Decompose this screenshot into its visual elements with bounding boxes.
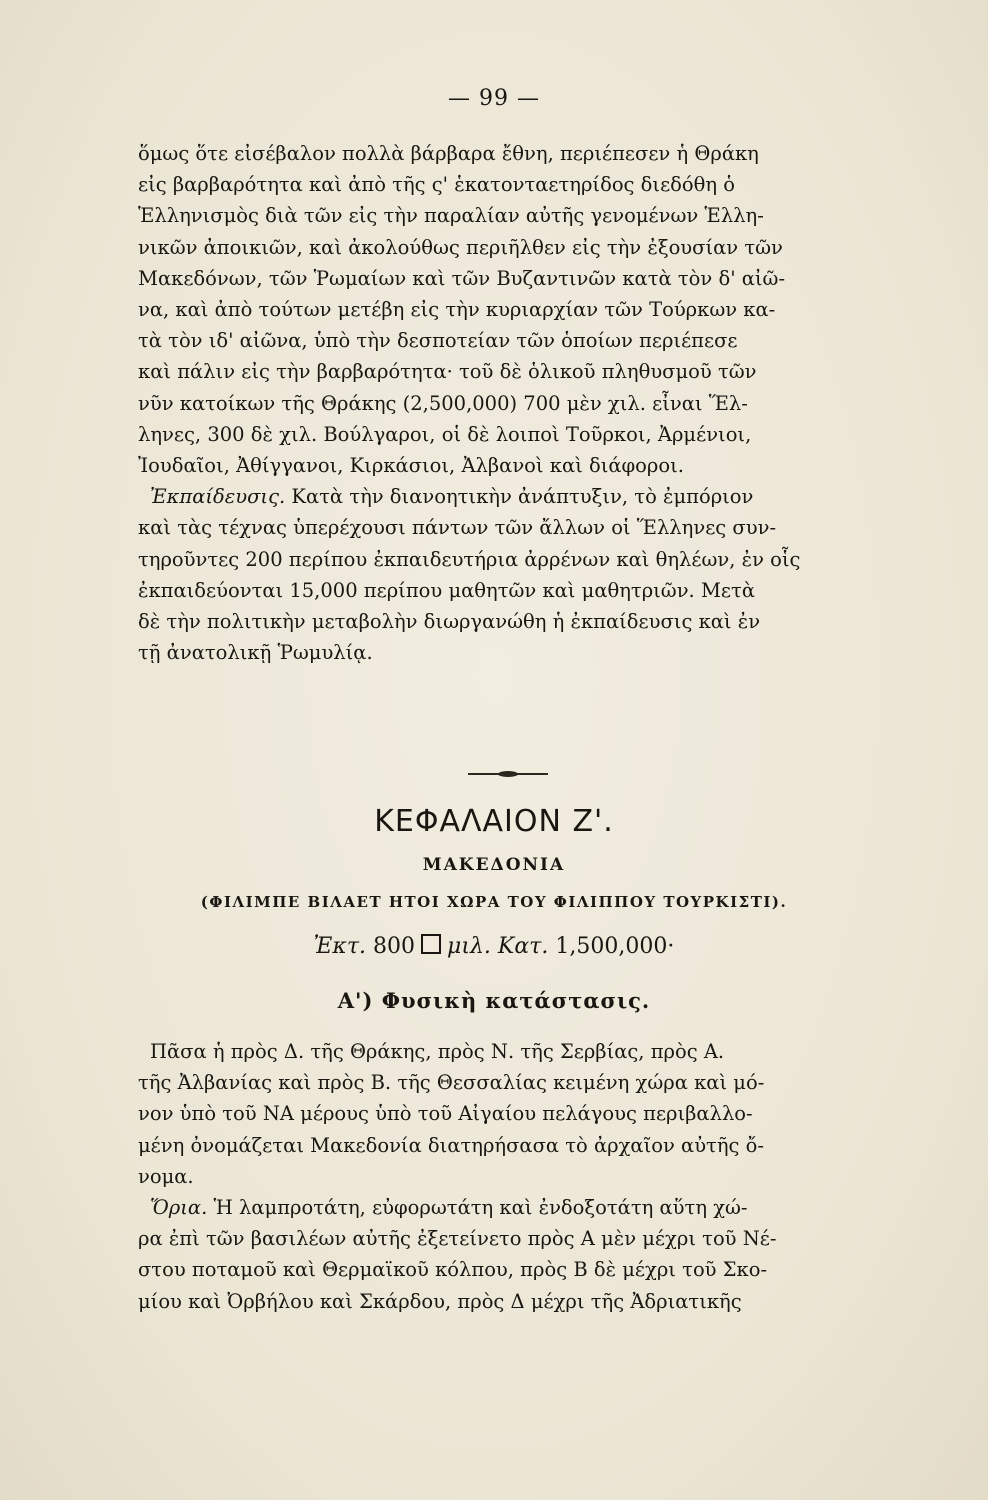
text-line: εἰς βαρβαρότητα καὶ ἀπὸ τῆς ς' ἑκατονταετηρίδος διεδόθη ὁ bbox=[138, 173, 736, 197]
extent-value: 800 bbox=[373, 934, 416, 959]
text-line: Μακεδόνων, τῶν Ῥωμαίων καὶ τῶν Βυζαντινῶν κατὰ τὸν δ' αἰῶ- bbox=[138, 266, 786, 290]
text-line-content: Ἡ λαμπροτάτη, εὐφορωτάτη καὶ ἐνδοξοτάτη αὕτη χώ- bbox=[213, 1196, 748, 1220]
text-line: τηροῦντες 200 περίπου ἐκπαιδευτήρια ἀρρένων καὶ θηλέων, ἐν οἷς bbox=[138, 547, 801, 571]
square-miles-icon bbox=[421, 934, 441, 954]
chapter-title: ΚΕΦΑΛΑΙΟΝ Ζ'. bbox=[374, 804, 614, 839]
population-value: 1,500,000· bbox=[555, 934, 675, 959]
text-line: νικῶν ἀποικιῶν, καὶ ἀκολούθως περιῆλθεν εἰς τὴν ἐξουσίαν τῶν bbox=[138, 235, 783, 259]
region-subtitle: (ΦΙΛΙΜΠΕ ΒΙΛΑΕΤ ΗΤΟΙ ΧΩΡΑ ΤΟΥ ΦΙΛΙΠΠΟΥ ΤΟΥΡΚΙΣΤΙ). bbox=[200, 893, 788, 911]
borders-label: Ὅρια. bbox=[150, 1196, 208, 1220]
text-line: τὰ τὸν ιδ' αἰῶνα, ὑπὸ τὴν δεσποτείαν τῶν ὁποίων περιέπεσε bbox=[138, 329, 738, 353]
text-line: καὶ πάλιν εἰς τὴν βαρβαρότητα· τοῦ δὲ ὁλικοῦ πληθυσμοῦ τῶν bbox=[138, 360, 757, 384]
text-block-top bbox=[138, 138, 866, 668]
text-line-content: Κατὰ τὴν διανοητικὴν ἀνάπτυξιν, τὸ ἐμπόριον bbox=[291, 485, 754, 509]
text-line: τῆς Ἀλβανίας καὶ πρὸς Β. τῆς Θεσσαλίας κειμένη χώρα καὶ μό- bbox=[138, 1071, 765, 1095]
section-divider bbox=[468, 773, 548, 775]
region-title: ΜΑΚΕΔΟΝΙΑ bbox=[422, 855, 566, 875]
population-label: Κατ. bbox=[497, 934, 549, 959]
text-line: ὅμως ὅτε εἰσέβαλον πολλὰ βάρβαρα ἔθνη, περιέπεσεν ἡ Θράκη bbox=[138, 142, 759, 165]
text-line: να, καὶ ἀπὸ τούτων μετέβη εἰς τὴν κυριαρχίαν τῶν Τούρκων κα- bbox=[138, 298, 776, 322]
text-line: Ἰουδαῖοι, Ἀθίγγανοι, Κιρκάσιοι, Ἀλβανοὶ καὶ διάφοροι. bbox=[138, 454, 684, 478]
page-number: — 99 — bbox=[448, 86, 540, 111]
text-line: Πᾶσα ἡ πρὸς Δ. τῆς Θράκης, πρὸς Ν. τῆς Σερβίας, πρὸς Α. bbox=[150, 1040, 725, 1063]
text-line bbox=[138, 1192, 866, 1223]
text-line: τῇ ἀνατολικῇ Ῥωμυλίᾳ. bbox=[138, 641, 373, 665]
area-population-line bbox=[0, 934, 988, 959]
text-line: δὲ τὴν πολιτικὴν μεταβολὴν διωργανώθη ἡ ἐκπαίδευσις καὶ ἐν bbox=[138, 610, 761, 634]
text-line: νομα. bbox=[138, 1164, 194, 1188]
section-heading: Α') Φυσικὴ κατάστασις. bbox=[337, 988, 651, 1013]
text-line: νῦν κατοίκων τῆς Θράκης (2,500,000) 700 μὲν χιλ. εἶναι Ἕλ- bbox=[138, 391, 748, 415]
text-line: στου ποταμοῦ καὶ Θερμαϊκοῦ κόλπου, πρὸς Β δὲ μέχρι τοῦ Σκο- bbox=[138, 1258, 768, 1282]
education-label: Ἐκπαίδευσις. bbox=[150, 485, 286, 509]
text-line: καὶ τὰς τέχνας ὑπερέχουσι πάντων τῶν ἄλλων οἱ Ἕλληνες συν- bbox=[138, 516, 777, 540]
text-line: ληνες, 300 δὲ χιλ. Βούλγαροι, οἱ δὲ λοιποὶ Τοῦρκοι, Ἀρμένιοι, bbox=[138, 422, 752, 446]
text-line: ἐκπαιδεύονται 15,000 περίπου μαθητῶν καὶ μαθητριῶν. Μετὰ bbox=[138, 578, 755, 602]
text-line: ρα ἐπὶ τῶν βασιλέων αὐτῆς ἐξετείνετο πρὸς Α μὲν μέχρι τοῦ Νέ- bbox=[138, 1227, 777, 1251]
text-block-bottom bbox=[138, 1036, 866, 1317]
miles-label: μιλ. bbox=[447, 934, 491, 959]
text-line bbox=[138, 481, 866, 512]
text-line: μίου καὶ Ὀρβήλου καὶ Σκάρδου, πρὸς Δ μέχρι τῆς Ἀδριατικῆς bbox=[138, 1289, 742, 1313]
extent-label: Ἐκτ. bbox=[313, 934, 367, 959]
text-line: Ἑλληνισμὸς διὰ τῶν εἰς τὴν παραλίαν αὐτῆς γενομένων Ἑλλη- bbox=[138, 204, 764, 228]
text-line: μένη ὀνομάζεται Μακεδονία διατηρήσασα τὸ ἀρχαῖον αὐτῆς ὄ- bbox=[138, 1133, 764, 1157]
text-line: νον ὑπὸ τοῦ ΝΑ μέρους ὑπὸ τοῦ Αἰγαίου πελάγους περιβαλλο- bbox=[138, 1102, 753, 1126]
